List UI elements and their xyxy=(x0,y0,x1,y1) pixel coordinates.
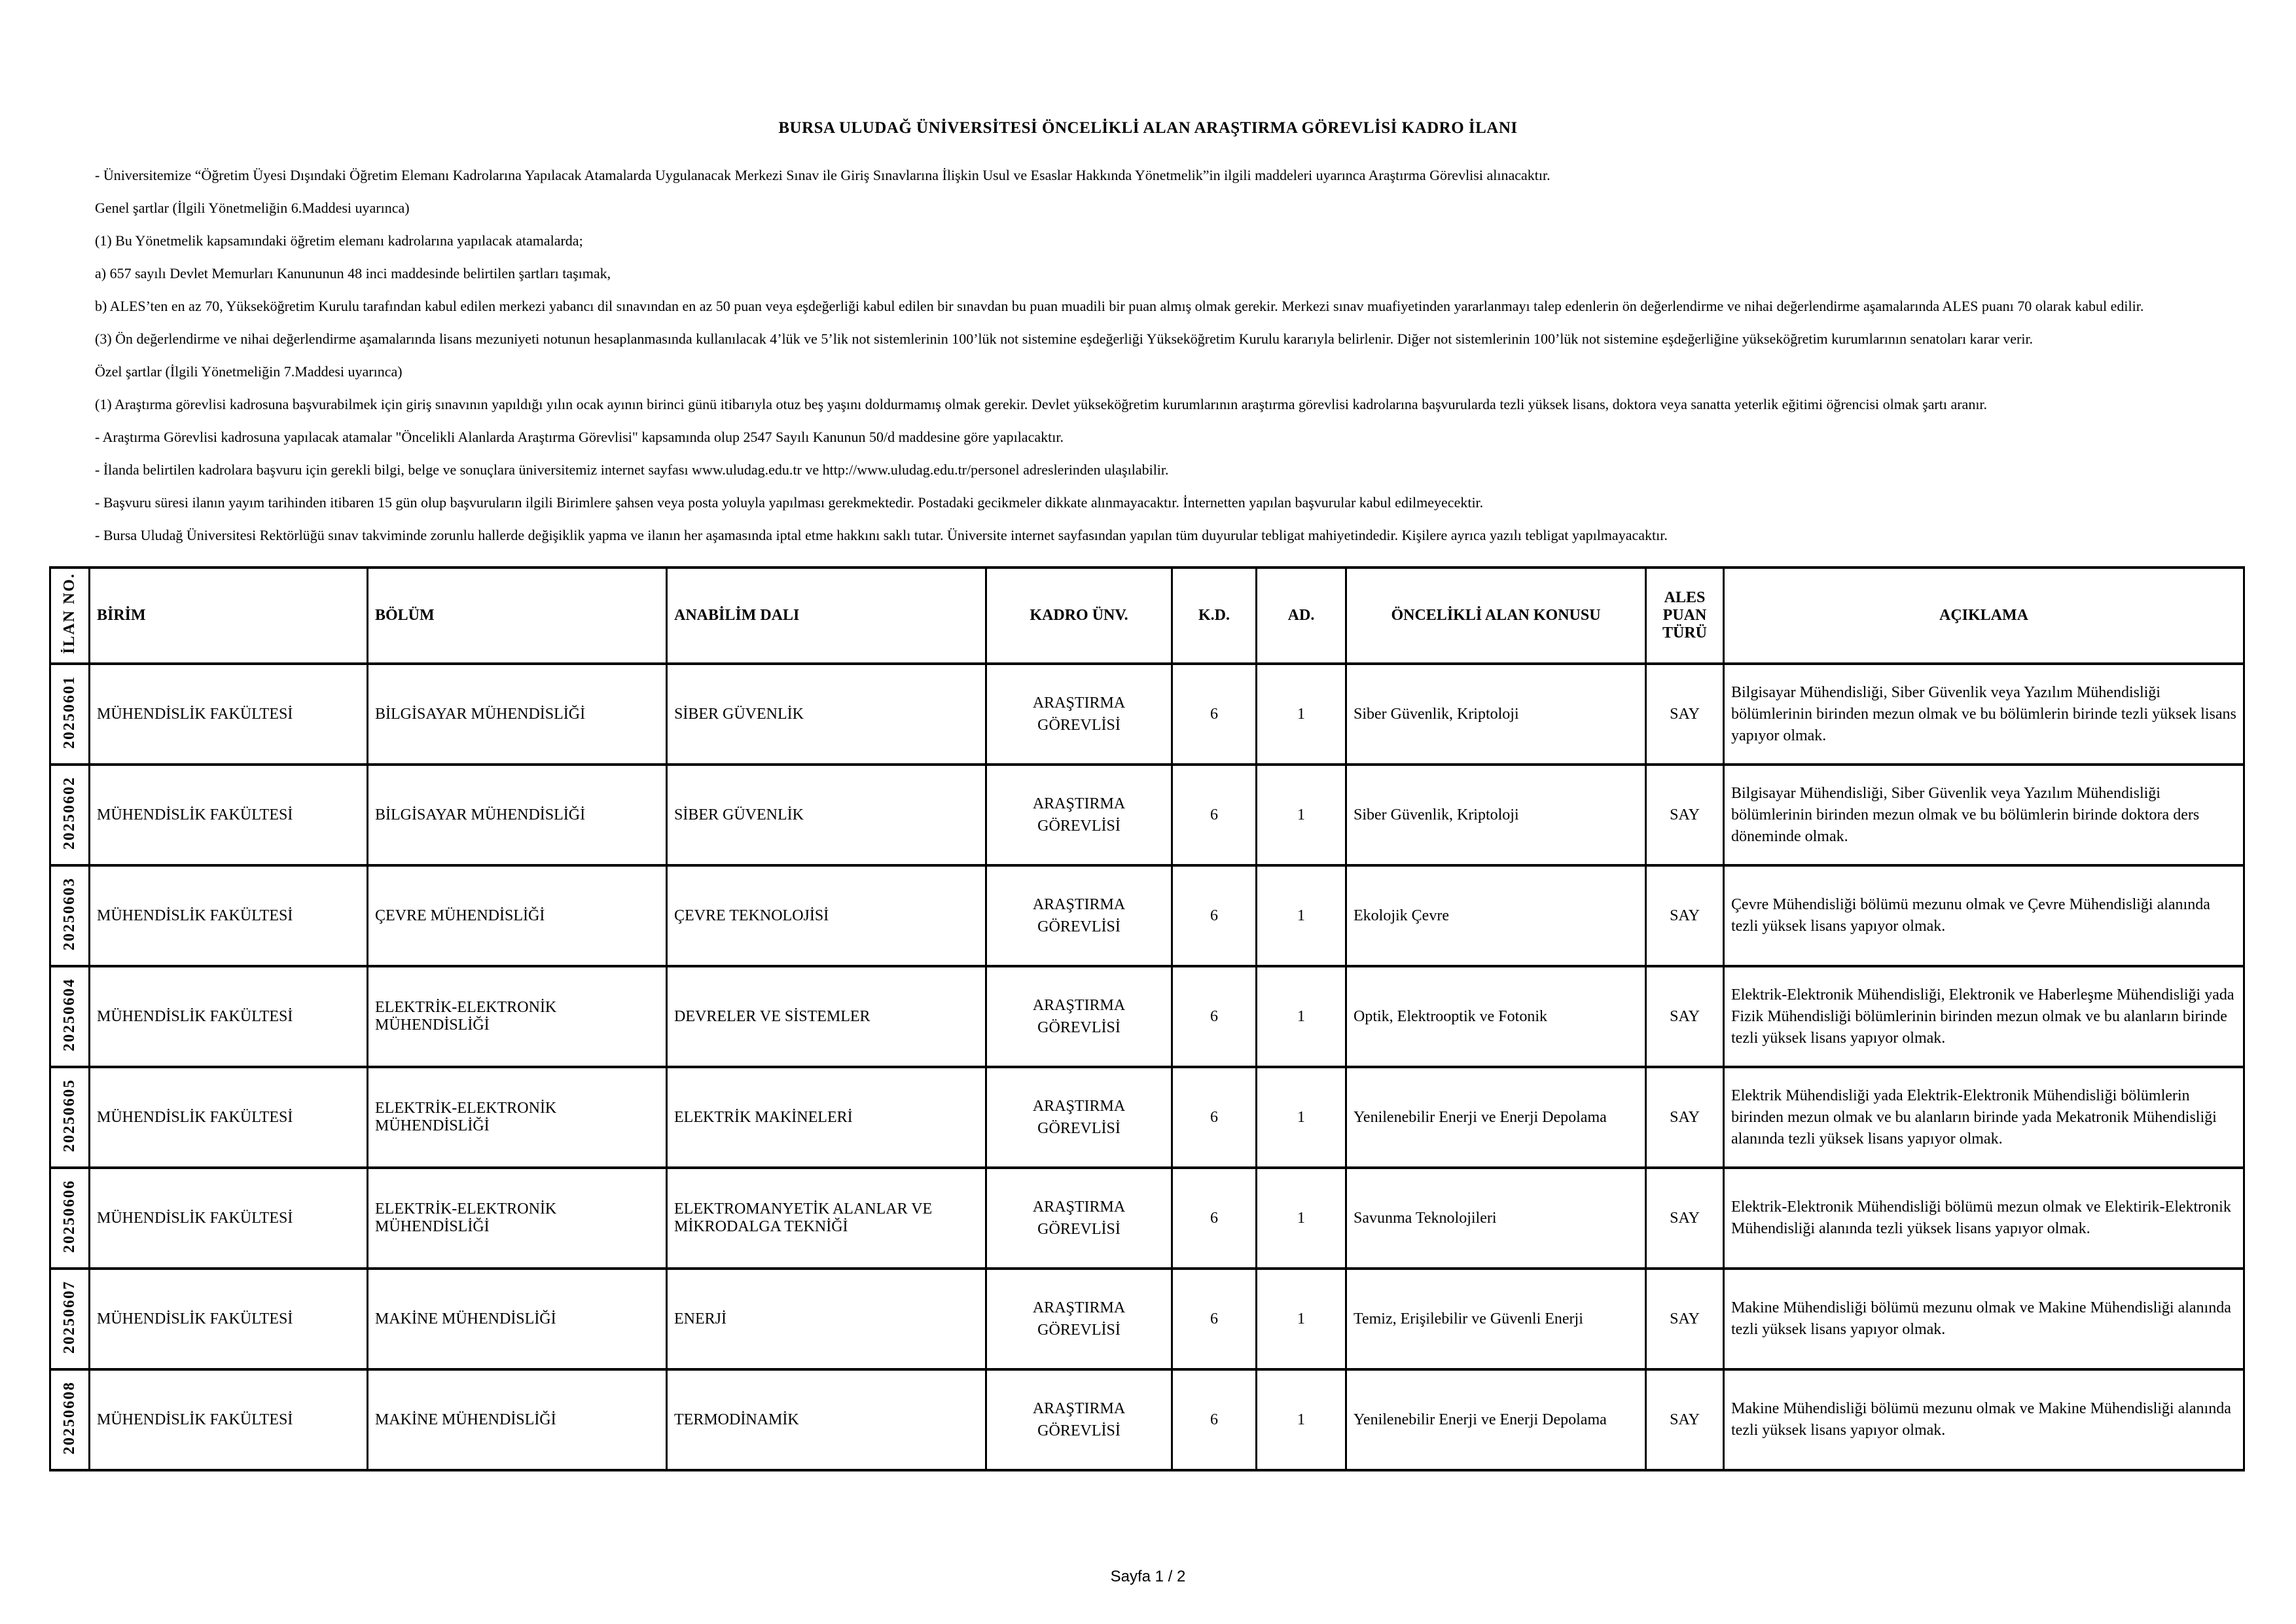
cell-kd: 6 xyxy=(1172,664,1257,765)
paragraph-disclaimer-note: - Bursa Uludağ Üniversitesi Rektörlüğü sınav takviminde zorunlu hallerde değişiklik yapma ve ilanın her aşamasında iptal etme hakkını saklı tutar. Üniversite internet sayfasından yapılan tüm duyurular tebligat mahiyetindedir. Kişilere ayrıca yazılı tebligat yapılmayacaktır. xyxy=(95,527,1668,543)
table-row xyxy=(50,1369,2244,1470)
cell-anabilim-dali: TERMODİNAMİK xyxy=(667,1369,986,1470)
col-header-bolum: BÖLÜM xyxy=(368,568,667,664)
cell-bolum: ELEKTRİK-ELEKTRONİK MÜHENDİSLİĞİ xyxy=(368,1067,667,1168)
cell-aciklama: Makine Mühendisliği bölümü mezunu olmak ve Makine Mühendisliği alanında tezli yüksek lisans yapıyor olmak. xyxy=(1724,1269,2244,1369)
paragraph-website-note: - İlanda belirtilen kadrolara başvuru için gerekli bilgi, belge ve sonuçlara üniversitemiz internet sayfası www.uludag.edu.tr ve http://www.uludag.edu.tr/personel adreslerinden ulaşılabilir. xyxy=(95,461,1169,478)
paragraph-item-3: (3) Ön değerlendirme ve nihai değerlendirme aşamalarında lisans mezuniyeti notunun hesaplanmasında kullanılacak 4’lük ve 5’lik not sistemlerinin 100’lük not sistemine eşdeğerliği Yükseköğretim Kurulu kararıyla belirlenir. Diğer not sistemlerinin 100’lük not sistemine eşdeğerliğine yükseköğretim kurumlarının senatoları karar verir. xyxy=(95,331,2034,347)
cell-ad: 1 xyxy=(1257,1067,1346,1168)
ilan-no-value: 20250602 xyxy=(61,776,78,850)
ilan-no-value: 20250601 xyxy=(61,675,78,749)
cell-ilan-no xyxy=(50,1369,90,1470)
cell-ad: 1 xyxy=(1257,1269,1346,1369)
col-header-oncelikli-alan: ÖNCELİKLİ ALAN KONUSU xyxy=(1346,568,1646,664)
cell-oncelikli-alan: Optik, Elektrooptik ve Fotonik xyxy=(1346,966,1646,1067)
cell-kadro-unv: ARAŞTIRMA GÖREVLİSİ xyxy=(986,1168,1172,1269)
cell-kd: 6 xyxy=(1172,1168,1257,1269)
cell-birim: MÜHENDİSLİK FAKÜLTESİ xyxy=(90,1369,368,1470)
cell-aciklama: Bilgisayar Mühendisliği, Siber Güvenlik veya Yazılım Mühendisliği bölümlerinin birinden mezun olmak ve bu bölümlerin birinde tezli yüksek lisans yapıyor olmak. xyxy=(1724,664,2244,765)
cell-aciklama: Elektrik-Elektronik Mühendisliği bölümü mezun olmak ve Elektirik-Elektronik Mühendisliği alanında tezli yüksek lisans yapıyor olmak. xyxy=(1724,1168,2244,1269)
cell-ilan-no xyxy=(50,1168,90,1269)
ilan-no-header-label: İLAN NO. xyxy=(61,573,78,655)
cell-ales-puan-turu: SAY xyxy=(1646,966,1724,1067)
cell-kd: 6 xyxy=(1172,765,1257,865)
col-header-ilan-no xyxy=(50,568,90,664)
cell-kadro-unv: ARAŞTIRMA GÖREVLİSİ xyxy=(986,765,1172,865)
table-body xyxy=(50,664,2244,1470)
intro-paragraphs xyxy=(95,165,2227,545)
cell-oncelikli-alan: Siber Güvenlik, Kriptoloji xyxy=(1346,664,1646,765)
cell-birim: MÜHENDİSLİK FAKÜLTESİ xyxy=(90,865,368,966)
paragraph-application-note: - Başvuru süresi ilanın yayım tarihinden itibaren 15 gün olup başvuruların ilgili Birimlere şahsen veya posta yoluyla yapılması gerekmektedir. Postadaki gecikmeler dikkate alınmayacaktır. İnternetten yapılan başvurular kabul edilmeyecektir. xyxy=(95,494,1484,511)
cell-kd: 6 xyxy=(1172,1067,1257,1168)
paragraph-special-item-1: (1) Araştırma görevlisi kadrosuna başvurabilmek için giriş sınavının yapıldığı yılın ocak ayının birinci günü itibarıyla otuz beş yaşını doldurmamış olmak gerekir. Devlet yükseköğretim kurumlarının araştırma görevlisi kadrolarına başvurularda tezli yüksek lisans, doktora veya sanatta yeterlik eğitimi öğrencisi olmak şartı aranır. xyxy=(95,396,1988,412)
cell-anabilim-dali: ELEKTROMANYETİK ALANLAR VE MİKRODALGA TEKNİĞİ xyxy=(667,1168,986,1269)
cell-ilan-no xyxy=(50,966,90,1067)
cell-birim: MÜHENDİSLİK FAKÜLTESİ xyxy=(90,664,368,765)
paragraph-special-terms: Özel şartlar (İlgili Yönetmeliğin 7.Maddesi uyarınca) xyxy=(95,363,403,380)
cell-kadro-unv: ARAŞTIRMA GÖREVLİSİ xyxy=(986,1269,1172,1369)
cell-bolum: BİLGİSAYAR MÜHENDİSLİĞİ xyxy=(368,664,667,765)
ilan-no-value: 20250607 xyxy=(61,1280,78,1354)
cell-birim: MÜHENDİSLİK FAKÜLTESİ xyxy=(90,1067,368,1168)
ilan-no-value: 20250608 xyxy=(61,1380,78,1454)
cell-birim: MÜHENDİSLİK FAKÜLTESİ xyxy=(90,1269,368,1369)
table-header-row xyxy=(50,568,2244,664)
cell-kd: 6 xyxy=(1172,865,1257,966)
cell-ad: 1 xyxy=(1257,966,1346,1067)
paragraph-item-1: (1) Bu Yönetmelik kapsamındaki öğretim elemanı kadrolarına yapılacak atamalarda; xyxy=(95,232,583,249)
cell-oncelikli-alan: Temiz, Erişilebilir ve Güvenli Enerji xyxy=(1346,1269,1646,1369)
paragraph-item-b: b) ALES’ten en az 70, Yükseköğretim Kurulu tarafından kabul edilen merkezi yabancı dil sınavından en az 50 puan veya eşdeğerliği kabul edilen bir sınavdan bu puan muadili bir puan almış olmak gerekir. Merkezi sınav muafiyetinden yararlanmayı talep edenlerin ön değerlendirme ve nihai değerlendirme aşamalarında ALES puanı 70 olarak kabul edilir. xyxy=(95,298,2144,314)
cell-kadro-unv: ARAŞTIRMA GÖREVLİSİ xyxy=(986,1369,1172,1470)
table-row xyxy=(50,966,2244,1067)
cell-oncelikli-alan: Savunma Teknolojileri xyxy=(1346,1168,1646,1269)
col-header-kd: K.D. xyxy=(1172,568,1257,664)
cell-ales-puan-turu: SAY xyxy=(1646,1168,1724,1269)
cell-ad: 1 xyxy=(1257,664,1346,765)
cell-birim: MÜHENDİSLİK FAKÜLTESİ xyxy=(90,1168,368,1269)
cell-ilan-no xyxy=(50,664,90,765)
table-row xyxy=(50,1067,2244,1168)
cell-birim: MÜHENDİSLİK FAKÜLTESİ xyxy=(90,966,368,1067)
cell-kadro-unv: ARAŞTIRMA GÖREVLİSİ xyxy=(986,966,1172,1067)
ilan-no-value: 20250605 xyxy=(61,1078,78,1152)
cell-anabilim-dali: DEVRELER VE SİSTEMLER xyxy=(667,966,986,1067)
cell-bolum: ÇEVRE MÜHENDİSLİĞİ xyxy=(368,865,667,966)
cell-ales-puan-turu: SAY xyxy=(1646,1369,1724,1470)
page-title: BURSA ULUDAĞ ÜNİVERSİTESİ ÖNCELİKLİ ALAN ARAŞTIRMA GÖREVLİSİ KADRO İLANI xyxy=(778,119,1518,137)
table-row xyxy=(50,765,2244,865)
ilan-no-value: 20250604 xyxy=(61,977,78,1051)
cell-ilan-no xyxy=(50,1067,90,1168)
cell-bolum: ELEKTRİK-ELEKTRONİK MÜHENDİSLİĞİ xyxy=(368,966,667,1067)
cell-ilan-no xyxy=(50,1269,90,1369)
cell-aciklama: Elektrik-Elektronik Mühendisliği, Elektronik ve Haberleşme Mühendisliği yada Fizik Mühendisliği bölümlerinin birinden mezun olmak ve bu alanların birinde tezli yüksek lisans yapıyor olmak. xyxy=(1724,966,2244,1067)
cell-anabilim-dali: SİBER GÜVENLİK xyxy=(667,664,986,765)
col-header-anabilim-dali: ANABİLİM DALI xyxy=(667,568,986,664)
cell-kd: 6 xyxy=(1172,966,1257,1067)
col-header-ales-puan-turu: ALES PUAN TÜRÜ xyxy=(1646,568,1724,664)
cell-bolum: MAKİNE MÜHENDİSLİĞİ xyxy=(368,1369,667,1470)
cell-ad: 1 xyxy=(1257,1369,1346,1470)
table-row xyxy=(50,1269,2244,1369)
cell-birim: MÜHENDİSLİK FAKÜLTESİ xyxy=(90,765,368,865)
cell-bolum: MAKİNE MÜHENDİSLİĞİ xyxy=(368,1269,667,1369)
job-posting-table xyxy=(49,566,2245,1471)
cell-oncelikli-alan: Yenilenebilir Enerji ve Enerji Depolama xyxy=(1346,1067,1646,1168)
table-row xyxy=(50,1168,2244,1269)
cell-ales-puan-turu: SAY xyxy=(1646,765,1724,865)
cell-oncelikli-alan: Ekolojik Çevre xyxy=(1346,865,1646,966)
cell-oncelikli-alan: Yenilenebilir Enerji ve Enerji Depolama xyxy=(1346,1369,1646,1470)
cell-ad: 1 xyxy=(1257,765,1346,865)
cell-ilan-no xyxy=(50,765,90,865)
cell-aciklama: Çevre Mühendisliği bölümü mezunu olmak ve Çevre Mühendisliği alanında tezli yüksek lisans yapıyor olmak. xyxy=(1724,865,2244,966)
cell-aciklama: Makine Mühendisliği bölümü mezunu olmak ve Makine Mühendisliği alanında tezli yüksek lisans yapıyor olmak. xyxy=(1724,1369,2244,1470)
cell-ales-puan-turu: SAY xyxy=(1646,1269,1724,1369)
cell-ales-puan-turu: SAY xyxy=(1646,664,1724,765)
cell-ad: 1 xyxy=(1257,1168,1346,1269)
table-row xyxy=(50,865,2244,966)
cell-bolum: BİLGİSAYAR MÜHENDİSLİĞİ xyxy=(368,765,667,865)
cell-anabilim-dali: ÇEVRE TEKNOLOJİSİ xyxy=(667,865,986,966)
table-row xyxy=(50,664,2244,765)
cell-anabilim-dali: SİBER GÜVENLİK xyxy=(667,765,986,865)
cell-ales-puan-turu: SAY xyxy=(1646,865,1724,966)
cell-kd: 6 xyxy=(1172,1269,1257,1369)
cell-kadro-unv: ARAŞTIRMA GÖREVLİSİ xyxy=(986,1067,1172,1168)
cell-kd: 6 xyxy=(1172,1369,1257,1470)
col-header-aciklama: AÇIKLAMA xyxy=(1724,568,2244,664)
col-header-birim: BİRİM xyxy=(90,568,368,664)
cell-aciklama: Elektrik Mühendisliği yada Elektrik-Elektronik Mühendisliği bölümlerin birinden mezun olmak ve bu alanların birinde yada Mekatronik Mühendisliği alanında tezli yüksek lisans yapıyor olmak. xyxy=(1724,1067,2244,1168)
cell-kadro-unv: ARAŞTIRMA GÖREVLİSİ xyxy=(986,664,1172,765)
cell-bolum: ELEKTRİK-ELEKTRONİK MÜHENDİSLİĞİ xyxy=(368,1168,667,1269)
col-header-kadro-unv: KADRO ÜNV. xyxy=(986,568,1172,664)
paragraph-item-a: a) 657 sayılı Devlet Memurları Kanununun 48 inci maddesinde belirtilen şartları taşımak, xyxy=(95,265,611,281)
paragraph-general-terms: Genel şartlar (İlgili Yönetmeliğin 6.Maddesi uyarınca) xyxy=(95,200,410,216)
ilan-no-value: 20250603 xyxy=(61,876,78,950)
cell-kadro-unv: ARAŞTIRMA GÖREVLİSİ xyxy=(986,865,1172,966)
cell-aciklama: Bilgisayar Mühendisliği, Siber Güvenlik veya Yazılım Mühendisliği bölümlerinin birinden mezun olmak ve bu bölümlerin birinde doktora ders döneminde olmak. xyxy=(1724,765,2244,865)
paragraph-announcement: - Üniversitemize “Öğretim Üyesi Dışındaki Öğretim Elemanı Kadrolarına Yapılacak Atamalarda Uygulanacak Merkezi Sınav ile Giriş Sınavlarına İlişkin Usul ve Esaslar Hakkında Yönetmelik”in ilgili maddeleri uyarınca Araştırma Görevlisi alınacaktır. xyxy=(95,167,1551,183)
col-header-ad: AD. xyxy=(1257,568,1346,664)
cell-oncelikli-alan: Siber Güvenlik, Kriptoloji xyxy=(1346,765,1646,865)
ilan-no-value: 20250606 xyxy=(61,1179,78,1253)
cell-ilan-no xyxy=(50,865,90,966)
page-number: Sayfa 1 / 2 xyxy=(1110,1568,1186,1585)
cell-anabilim-dali: ELEKTRİK MAKİNELERİ xyxy=(667,1067,986,1168)
cell-anabilim-dali: ENERJİ xyxy=(667,1269,986,1369)
cell-ad: 1 xyxy=(1257,865,1346,966)
cell-ales-puan-turu: SAY xyxy=(1646,1067,1724,1168)
paragraph-appointment-note: - Araştırma Görevlisi kadrosuna yapılacak atamalar "Öncelikli Alanlarda Araştırma Görevlisi" kapsamında olup 2547 Sayılı Kanunun 50/d maddesine göre yapılacaktır. xyxy=(95,429,1064,445)
